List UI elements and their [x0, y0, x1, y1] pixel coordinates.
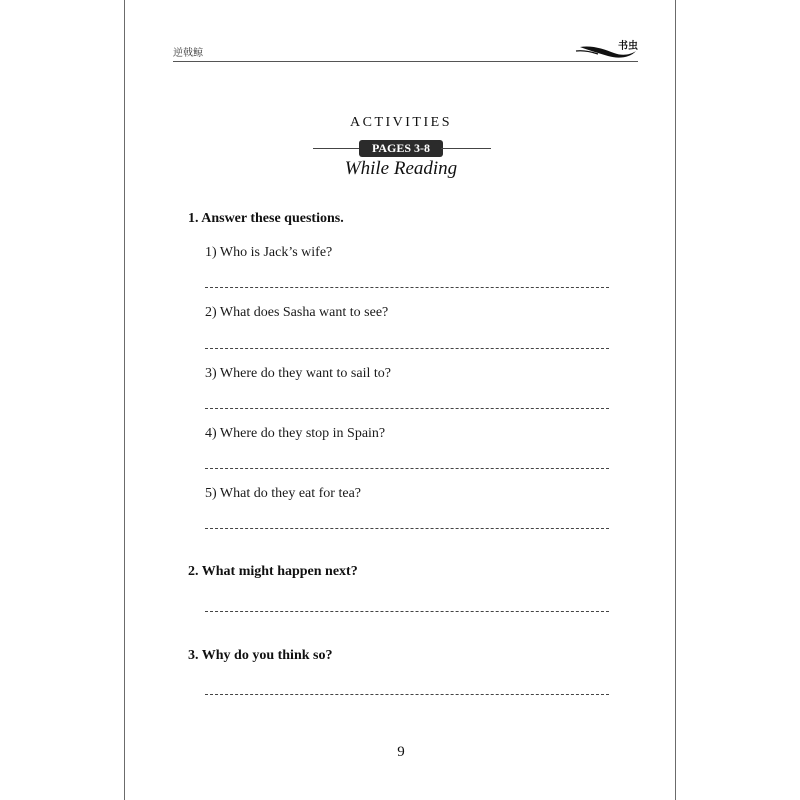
question-1-heading: 1. Answer these questions.	[188, 211, 344, 226]
pages-rule-right	[441, 148, 491, 149]
series-name: 书虫	[618, 41, 638, 52]
answer-line-4[interactable]	[205, 468, 609, 469]
answer-line-2[interactable]	[205, 348, 609, 349]
sub-question-3: 3) Where do they want to sail to?	[205, 366, 391, 381]
answer-line-7[interactable]	[205, 694, 609, 695]
book-page	[124, 0, 676, 800]
answer-line-6[interactable]	[205, 611, 609, 612]
sub-question-5: 5) What do they eat for tea?	[205, 486, 362, 501]
answer-line-5[interactable]	[205, 528, 609, 529]
pages-badge: PAGES 3-8	[359, 140, 443, 157]
pages-rule-left	[313, 148, 361, 149]
question-2-heading: 2. What might happen next?	[188, 564, 358, 579]
answer-line-3[interactable]	[205, 408, 609, 409]
activities-heading: ACTIVITIES	[350, 115, 452, 130]
sub-question-4: 4) Where do they stop in Spain?	[205, 426, 386, 441]
page-number: 9	[397, 744, 405, 760]
answer-line-1[interactable]	[205, 287, 609, 288]
question-3-heading: 3. Why do you think so?	[188, 648, 333, 663]
book-title: 逆戟鲸	[173, 48, 203, 59]
sub-question-1: 1) Who is Jack’s wife?	[205, 245, 333, 260]
running-header	[173, 43, 638, 62]
series-logo	[574, 37, 638, 63]
sub-question-2: 2) What does Sasha want to see?	[205, 305, 389, 320]
while-reading-heading: While Reading	[344, 158, 458, 179]
